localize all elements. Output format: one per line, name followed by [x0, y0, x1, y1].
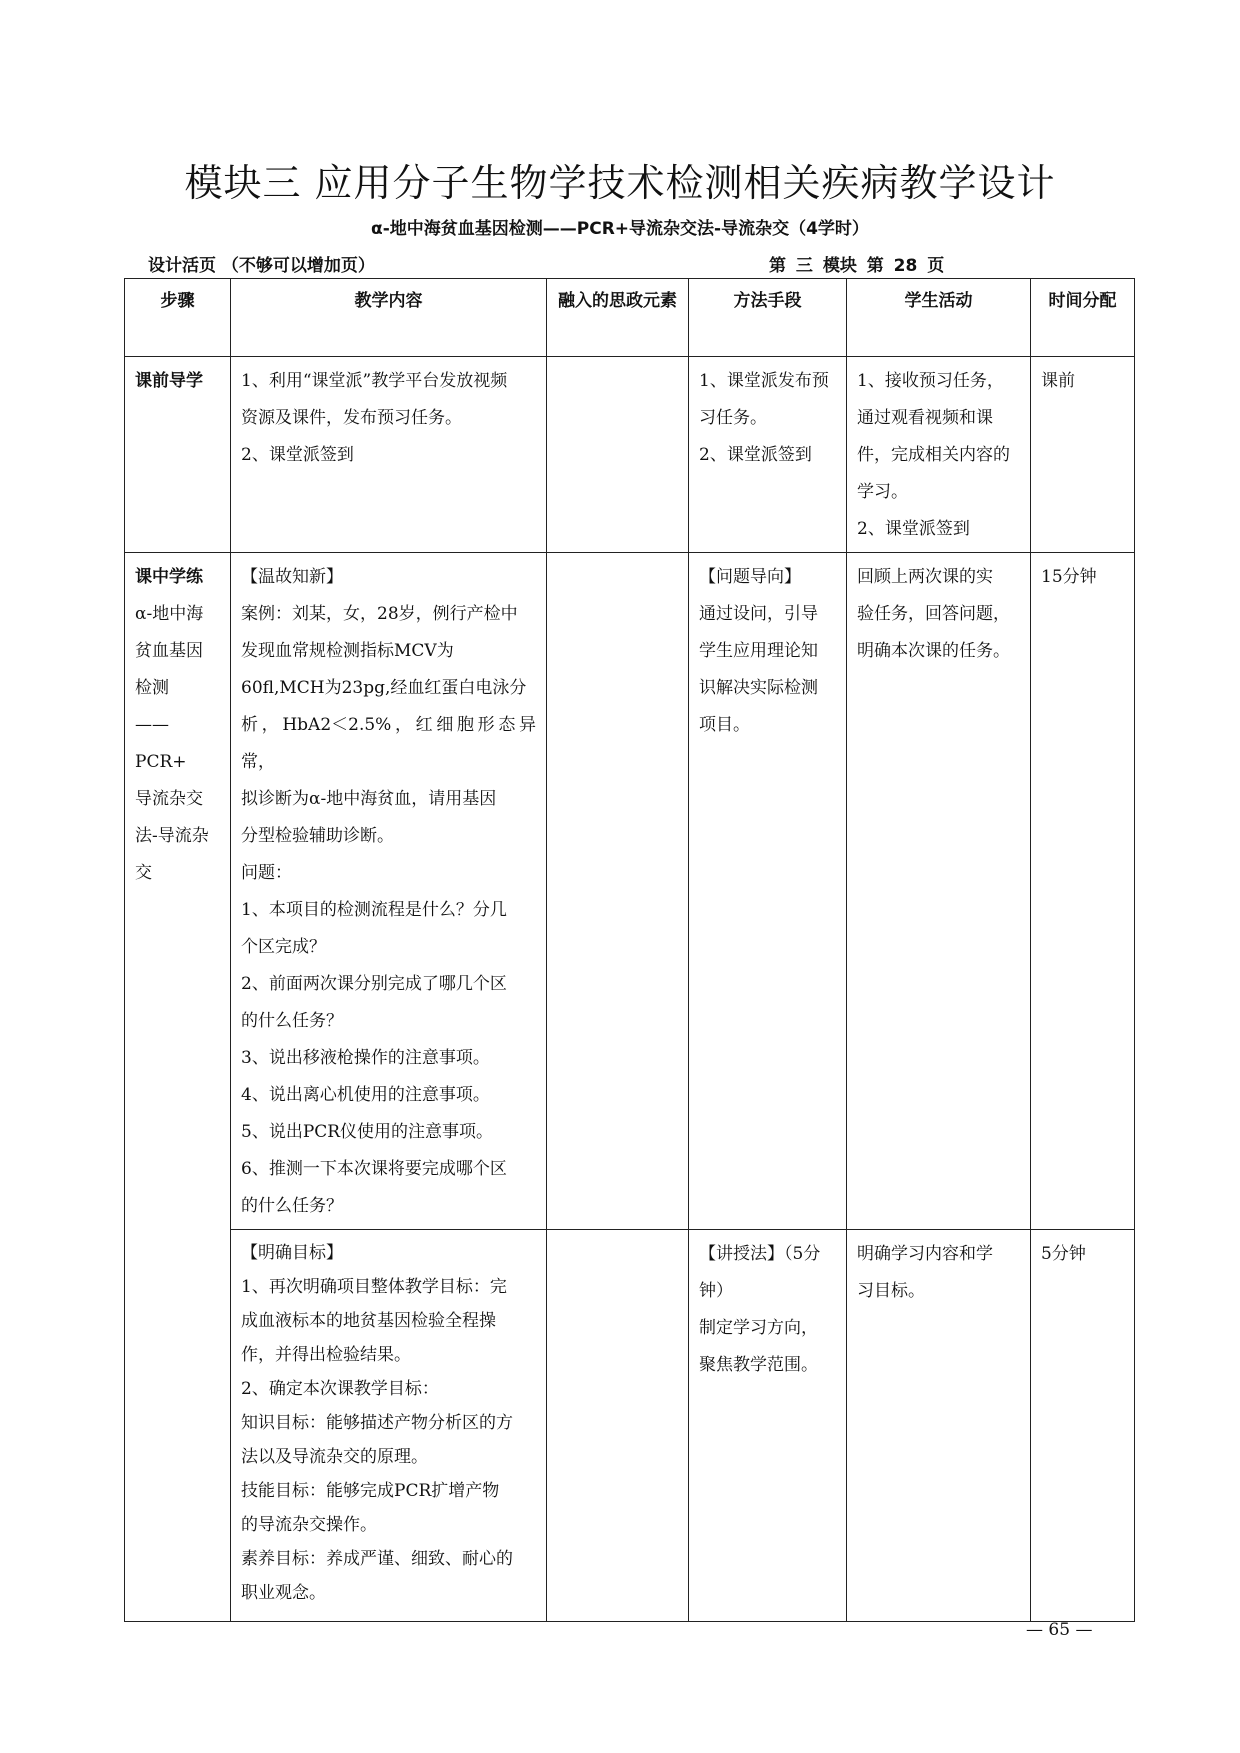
cell-content [231, 357, 547, 553]
subtitle: α-地中海贫血基因检测——PCR+导流杂交法-导流杂交（4学时） [371, 219, 869, 239]
text-line: 法以及导流杂交的原理。 [241, 1447, 428, 1467]
text-line: 1、本项目的检测流程是什么？分几 [241, 900, 507, 920]
cell-method [689, 1230, 847, 1622]
cell-time: 课前 [1031, 357, 1135, 553]
cell-content [231, 553, 547, 1230]
text-line: 1、再次明确项目整体教学目标：完 [241, 1277, 507, 1297]
cell-student [847, 1230, 1031, 1622]
header-ideology: 融入的思政元素 [547, 279, 689, 357]
table-header-row [125, 279, 1135, 357]
text-line: 案例：刘某，女，28岁，例行产检中 [241, 604, 518, 624]
cell-student [847, 553, 1031, 1230]
text-line: 资源及课件，发布预习任务。 [241, 408, 462, 428]
text-line: 问题： [241, 863, 292, 883]
text-line: 2、课堂派签到 [241, 445, 354, 465]
text-line: 2、课堂派签到 [857, 519, 970, 539]
text-line: 3、说出移液枪操作的注意事项。 [241, 1048, 490, 1068]
text-line: 交 [135, 863, 152, 883]
text-line: 学习。 [857, 482, 908, 502]
text-line: 通过观看视频和课 [857, 408, 993, 428]
text-line: 作，并得出检验结果。 [241, 1345, 411, 1365]
cell-time: 5分钟 [1031, 1230, 1135, 1622]
text-line: α-地中海 [135, 604, 204, 624]
design-sheet-note: 设计活页 （不够可以增加页） [148, 256, 375, 276]
text-line: 5、说出PCR仪使用的注意事项。 [241, 1122, 494, 1142]
text-line: 1、接收预习任务， [857, 371, 1004, 391]
text-line: 验任务，回答问题， [857, 604, 1010, 624]
text-line: 【讲授法】（5分 [699, 1244, 821, 1264]
cell-step: 课前导学 [125, 357, 231, 553]
text-line: 【问题导向】 [699, 567, 801, 587]
text-line: 1、利用“课堂派”教学平台发放视频 [241, 371, 508, 391]
text-line: 明确本次课的任务。 [857, 641, 1010, 661]
text-line: 个区完成？ [241, 937, 326, 957]
text-line: 【温故知新】 [241, 567, 343, 587]
text-line: 学生应用理论知 [699, 641, 818, 661]
text-line: 的导流杂交操作。 [241, 1515, 377, 1535]
lesson-plan-table [124, 278, 1135, 1622]
meta-line [148, 251, 1128, 277]
module-page-label: 第 三 模块 第 28 页 [769, 256, 945, 276]
text-line: 导流杂交 [135, 789, 203, 809]
text-line: 项目。 [699, 715, 750, 735]
text-line: 职业观念。 [241, 1583, 326, 1603]
text-line: 贫血基因 [135, 641, 203, 661]
text-line: 知识目标：能够描述产物分析区的方 [241, 1413, 513, 1433]
header-content: 教学内容 [231, 279, 547, 357]
text-line: 2、确定本次课教学目标： [241, 1379, 439, 1399]
cell-ideology [547, 1230, 689, 1622]
text-line: 习目标。 [857, 1281, 925, 1301]
text-line: 发现血常规检测指标MCV为 [241, 641, 454, 661]
cell-method [689, 553, 847, 1230]
cell-student [847, 357, 1031, 553]
text-line: 2、前面两次课分别完成了哪几个区 [241, 974, 507, 994]
text-line: 聚焦教学范围。 [699, 1355, 818, 1375]
text-line: 【明确目标】 [241, 1243, 343, 1263]
header-student: 学生活动 [847, 279, 1031, 357]
text-line: 4、说出离心机使用的注意事项。 [241, 1085, 490, 1105]
cell-time: 15分钟 [1031, 553, 1135, 1230]
text-line: 制定学习方向， [699, 1318, 818, 1338]
table-row [125, 357, 1135, 553]
text-line: 课中学练 [135, 567, 203, 587]
cell-method [689, 357, 847, 553]
table-row [125, 1230, 1135, 1622]
text-line: 钟） [699, 1281, 733, 1301]
text-line: 1、课堂派发布预 [699, 371, 829, 391]
text-line: ——PCR+ [135, 715, 187, 772]
text-line: 6、推测一下本次课将要完成哪个区 [241, 1159, 507, 1179]
text-line: 2、课堂派签到 [699, 445, 812, 465]
cell-ideology [547, 553, 689, 1230]
header-time: 时间分配 [1031, 279, 1135, 357]
text-line: 件，完成相关内容的 [857, 445, 1010, 465]
cell-step [125, 553, 231, 1622]
cell-ideology [547, 357, 689, 553]
text-line: 法-导流杂 [135, 826, 209, 846]
text-line: 成血液标本的地贫基因检验全程操 [241, 1311, 496, 1331]
text-line: 识解决实际检测 [699, 678, 818, 698]
text-line: 检测 [135, 678, 169, 698]
page-number: — 65 — [1026, 1620, 1093, 1640]
header-step: 步骤 [125, 279, 231, 357]
text-line: 素养目标：养成严谨、细致、耐心的 [241, 1549, 513, 1569]
text-line: 分型检验辅助诊断。 [241, 826, 394, 846]
table-row [125, 553, 1135, 1230]
text-line: 习任务。 [699, 408, 767, 428]
text-line: 通过设问，引导 [699, 604, 818, 624]
page-title: 模块三 应用分子生物学技术检测相关疾病教学设计 [184, 161, 1056, 205]
text-line: 明确学习内容和学 [857, 1244, 993, 1264]
text-line: 技能目标：能够完成PCR扩增产物 [241, 1481, 500, 1501]
text-line: 的什么任务？ [241, 1196, 343, 1216]
text-line: 的什么任务？ [241, 1011, 343, 1031]
text-line: 60fl,MCH为23pg,经血红蛋白电泳分 [241, 678, 527, 698]
text-line: 拟诊断为α-地中海贫血，请用基因 [241, 789, 497, 809]
text-line: 回顾上两次课的实 [857, 567, 993, 587]
cell-content [231, 1230, 547, 1622]
header-method: 方法手段 [689, 279, 847, 357]
text-line: 析，HbA2＜2.5%，红细胞形态异常， [241, 715, 536, 772]
